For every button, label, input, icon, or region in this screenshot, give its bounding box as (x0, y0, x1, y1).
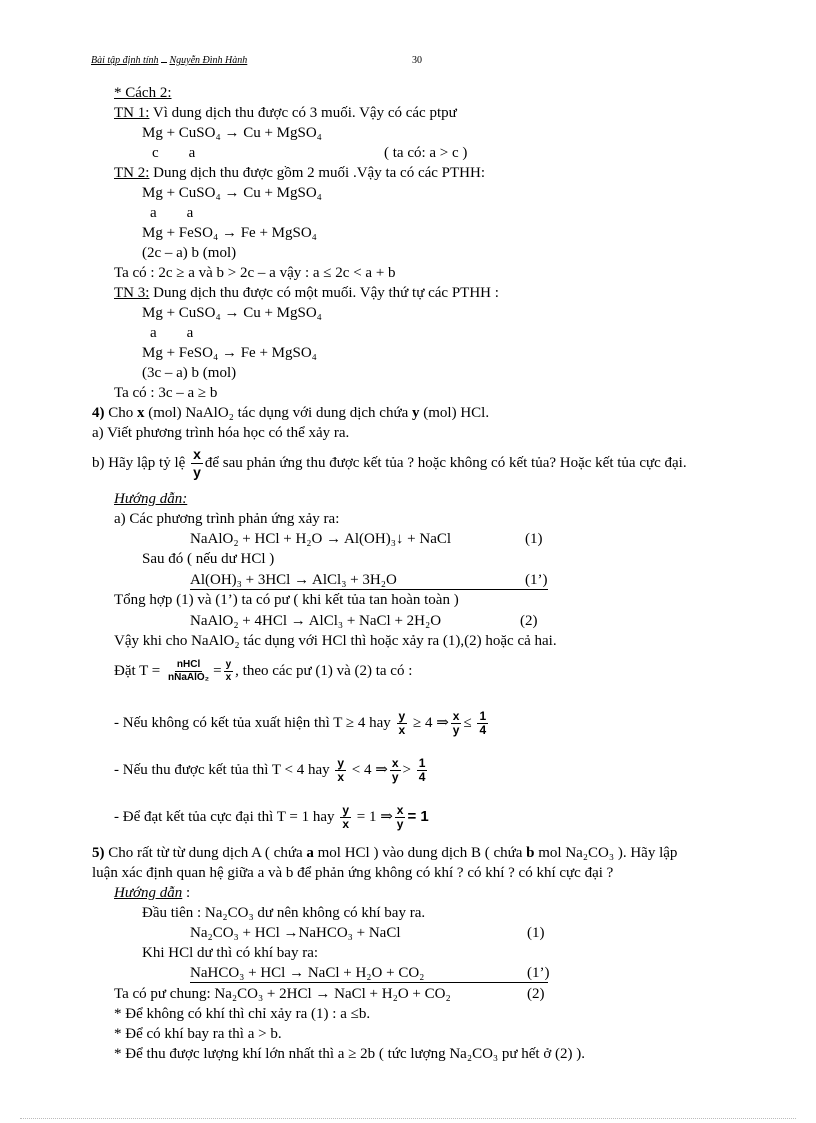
ratio-y-over-x: $\frac{y}{x}$ (225, 659, 232, 684)
q5-result-3: * Để thu được lượng khí lớn nhất thì a ≥ 2b ( tức lượng Na₂CO₃ pư hết ở (2) ). (114, 1046, 586, 1062)
q5-result-2: * Để có khí bay ra thì a > b. (114, 1026, 282, 1042)
ratio-x-over-y: $\frac{x}{y}$ (193, 446, 201, 481)
tn3-conclusion: Ta có : 3c – a ≥ b (114, 385, 218, 401)
q4-tong-hop: Tổng hợp (1) và (1’) ta có pư ( khi kết tủa tan hoàn toàn ) (114, 592, 459, 608)
page-number: 30 (412, 55, 422, 66)
tn2-equation-2: Mg + FeSO₄ → Fe + MgSO₄ (142, 225, 317, 241)
tn3-line: TN 3: Dung dịch thu được có một muối. Vậy thứ tự các PTHH : (114, 285, 499, 301)
q4-huong-dan: Hướng dẫn: (114, 491, 188, 507)
tn3-mol-2: (3c – a) b (mol) (142, 365, 237, 381)
q4-case-3: - Để đạt kết tủa cực đại thì T = 1 hay $\frac{y}{x}$ = 1 ⇒ $\frac{x}{y}$ = 1 (114, 803, 429, 832)
q5-line-1: 5) Cho rất từ từ dung dịch A ( chứa a mol HCl ) vào dung dịch B ( chứa b mol Na₂CO₃ ). Hãy lập (92, 845, 678, 861)
ratio-nhcl-over-nnaalo2: nHCl nNaAlO₂ (168, 659, 210, 684)
page-bottom-rule (20, 1118, 796, 1119)
q4-eq2-num: (2) (520, 613, 538, 629)
q5-pu-chung: Ta có pư chung: Na₂CO₃ + 2HCl → NaCl + H₂O + CO₂ (114, 986, 451, 1002)
tn2-line: TN 2: Dung dịch thu được gồm 2 muối .Vậy ta có các PTHH: (114, 165, 486, 181)
q4-eq1: NaAlO₂ + HCl + H₂O → Al(OH)₃↓ + NaCl (190, 531, 452, 547)
q5-eq1: Na₂CO₃ + HCl →NaHCO₃ + NaCl (190, 925, 401, 941)
q5-huong-dan: Hướng dẫn : (114, 885, 191, 901)
tn3-equation-1: Mg + CuSO₄ → Cu + MgSO₄ (142, 305, 322, 321)
tn2-mol-2: (2c – a) b (mol) (142, 245, 237, 261)
q4-part-b: b) Hãy lập tỷ lệ $\frac{x}{y}$ để sau phản ứng thu được kết tủa ? hoặc không có kết tủa? Hoặc kết tủa cực đại. (92, 446, 687, 481)
q4-eq1p: Al(OH)₃ + 3HCl → AlCl₃ + 3H₂O (190, 571, 548, 590)
tn2-equation-1: Mg + CuSO₄ → Cu + MgSO₄ (142, 185, 322, 201)
tn2-conclusion: Ta có : 2c ≥ a và b > 2c – a vậy : a ≤ 2c < a + b (114, 265, 396, 281)
q5-eq1p: NaHCO₃ + HCl → NaCl + H₂O + CO₂ (190, 964, 548, 983)
q5-eq1-num: (1) (527, 925, 545, 941)
q4-eq1p-num: (1’) (525, 572, 548, 588)
q4-dat-T: Đặt T = nHCl nNaAlO₂ = $\frac{y}{x}$ , theo các pư (1) và (2) ta có : (114, 659, 413, 684)
q5-eq1p-num: (1’) (527, 965, 550, 981)
q4-intro: 4) Cho x (mol) NaAlO₂ tác dụng với dung dịch chứa y (mol) HCl. (92, 405, 490, 421)
q4-part-a: a) Viết phương trình hóa học có thể xảy ra. (92, 425, 350, 441)
q4-sau-do: Sau đó ( nếu dư HCl ) (142, 551, 275, 567)
c2-y-over-x: $\frac{y}{x}$ (337, 756, 345, 785)
q4-eq2: NaAlO₂ + 4HCl → AlCl₃ + NaCl + 2H₂O (190, 613, 442, 629)
q5-khi-hcl: Khi HCl dư thì có khí bay ra: (142, 945, 319, 961)
c2-x-over-y: $\frac{x}{y}$ (391, 756, 399, 785)
q4-case-2: - Nếu thu được kết tủa thì T < 4 hay $\frac{y}{x}$ < 4 ⇒ $\frac{x}{y}$ > $\frac{1}{4}$ (114, 756, 426, 785)
header-author: Nguyễn Đình Hành (169, 55, 248, 66)
q5-line-2: luận xác định quan hệ giữa a và b để phản ứng không có khí ? có khí ? có khí cực đại ? (92, 865, 614, 881)
tn1-mol: c a (152, 145, 196, 161)
q5-pu-chung-num: (2) (527, 986, 545, 1002)
q4-a2: a) Các phương trình phản ứng xảy ra: (114, 511, 340, 527)
q4-vay: Vậy khi cho NaAlO₂ tác dụng với HCl thì hoặc xảy ra (1),(2) hoặc cả hai. (114, 633, 557, 649)
header-left (91, 55, 247, 66)
header-title: Bài tập định tính (91, 55, 159, 66)
q5-result-1: * Để không có khí thì chỉ xảy ra (1) : a ≤b. (114, 1006, 371, 1022)
c1-one-quarter: $\frac{1}{4}$ (479, 709, 487, 738)
c1-y-over-x: $\frac{y}{x}$ (398, 709, 406, 738)
q5-dau-tien: Đầu tiên : Na₂CO₃ dư nên không có khí bay ra. (142, 905, 426, 921)
tn1-line: TN 1: Vì dung dịch thu được có 3 muối. Vậy có các ptpư (114, 105, 457, 121)
tn1-note: ( ta có: a > c ) (384, 145, 468, 161)
q4-eq1-num: (1) (525, 531, 543, 547)
c2-one-quarter: $\frac{1}{4}$ (418, 756, 426, 785)
c3-x-over-y: $\frac{x}{y}$ (396, 803, 404, 832)
q4-case-1: - Nếu không có kết tủa xuất hiện thì T ≥ 4 hay $\frac{y}{x}$ ≥ 4 ⇒ $\frac{x}{y}$ ≤ $\frac{1}{4}$ (114, 709, 487, 738)
tn3-equation-2: Mg + FeSO₄ → Fe + MgSO₄ (142, 345, 317, 361)
tn3-mol-1: a a (150, 325, 194, 341)
c1-x-over-y: $\frac{x}{y}$ (452, 709, 460, 738)
cach2-title: * Cách 2: (114, 85, 172, 101)
c3-y-over-x: $\frac{y}{x}$ (342, 803, 349, 832)
tn1-equation: Mg + CuSO₄ → Cu + MgSO₄ (142, 125, 322, 141)
tn2-mol-1: a a (150, 205, 194, 221)
